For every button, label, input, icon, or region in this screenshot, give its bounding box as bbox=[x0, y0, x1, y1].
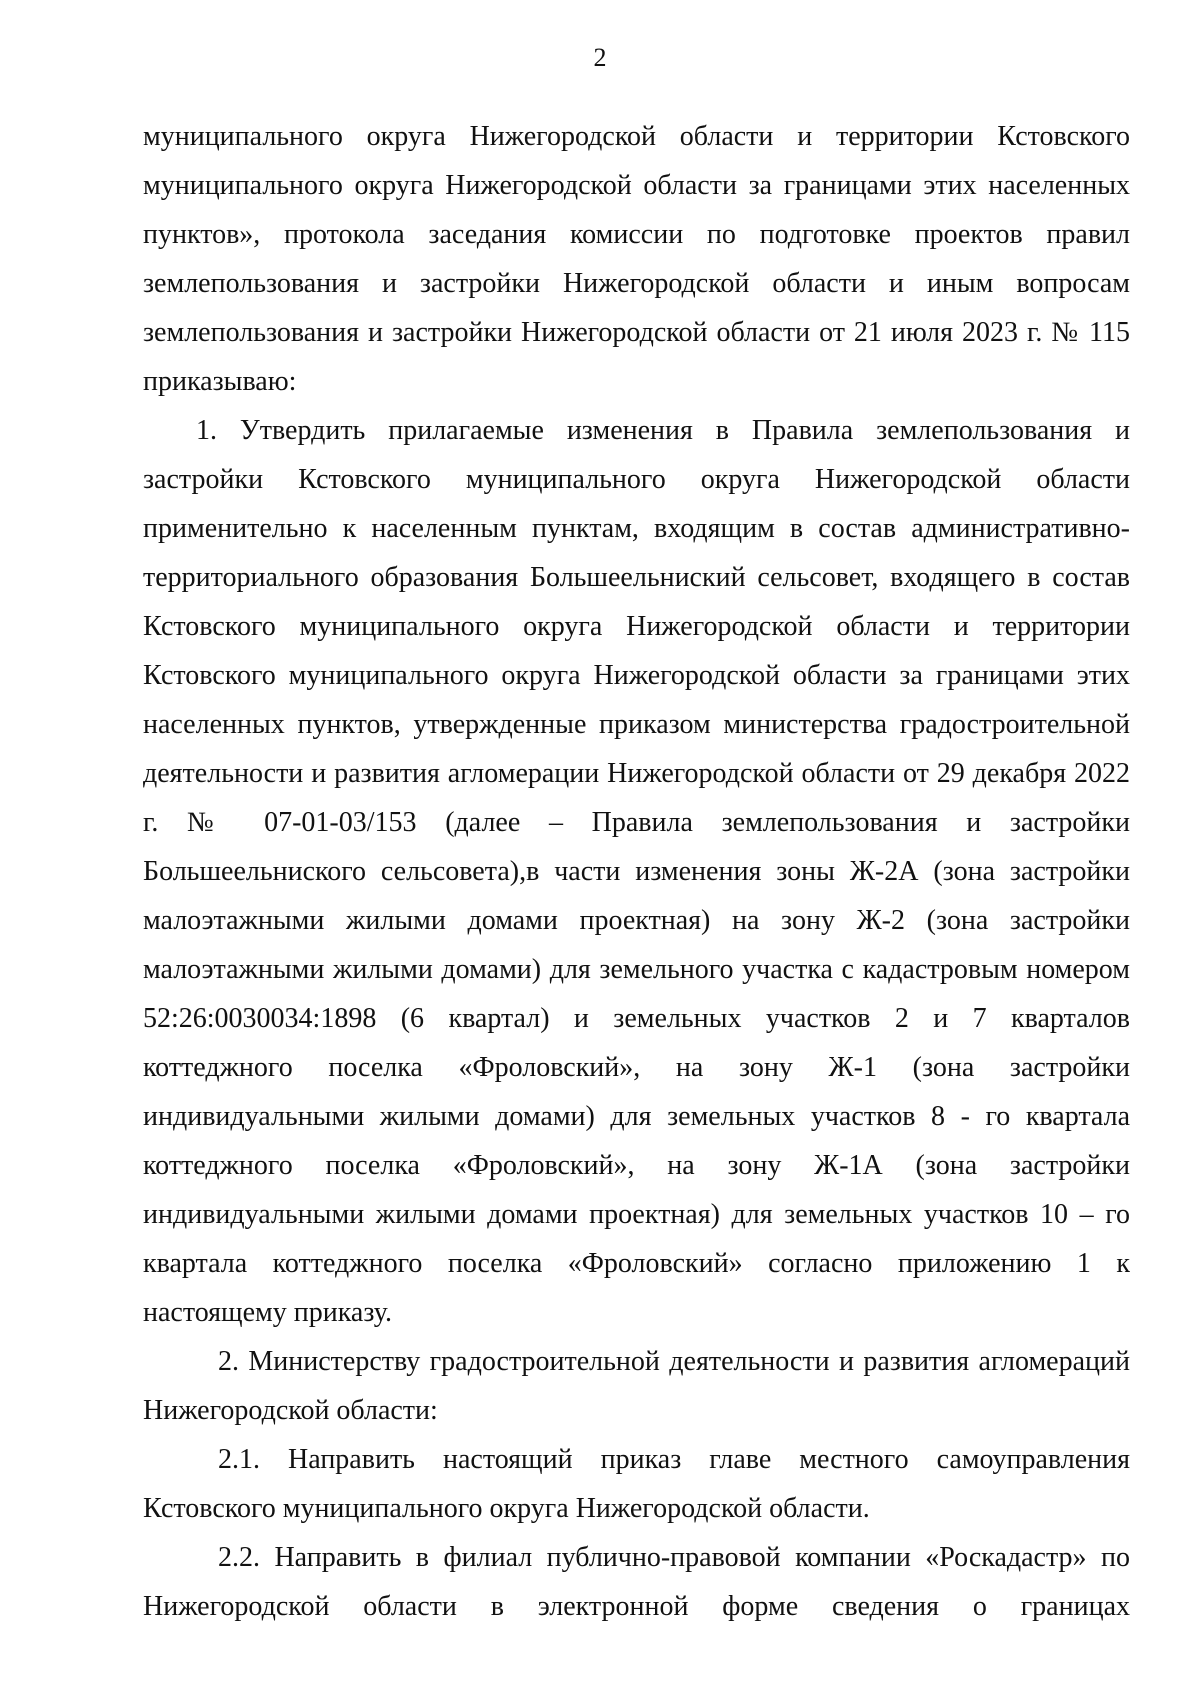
paragraph-intro: муниципального округа Нижегородской области и территории Кстовского муниципального округа Нижегородской области за границами этих населенных пунктов», протокола заседания комиссии по подготовке проектов правил землепользования и застройки Нижегородской области и иным вопросам землепользования и застройки Нижегородской области от 21 июля 2023 г. № 115 приказываю: bbox=[143, 121, 1130, 397]
paragraph-item-1: 1. Утвердить прилагаемые изменения в Правила землепользования и застройки Кстовского муниципального округа Нижегородской области применительно к населенным пунктам, входящим в состав административно-территориального образования Большеельниский сельсовет, входящего в состав Кстовского муниципального округа Нижегородской области и территории Кстовского муниципального округа Нижегородской области за границами этих населенных пунктов, утвержденные приказом министерства градостроительной деятельности и развития агломерации Нижегородской области от 29 декабря 2022 г. № 07-01-03/153 (далее – Правила землепользования и застройки Большеельниского сельсовета),в части изменения зоны Ж-2А (зона застройки малоэтажными жилыми домами проектная) на зону Ж-2 (зона застройки малоэтажными жилыми домами) для земельного участка с кадастровым номером 52:26:0030034:1898 (6 квартал) и земельных участков 2 и 7 кварталов коттеджного поселка «Фроловский», на зону Ж-1 (зона застройки индивидуальными жилыми домами) для земельных участков 8 - го квартала коттеджного поселка «Фроловский», на зону Ж-1А (зона застройки индивидуальными жилыми домами проектная) для земельных участков 10 – го квартала коттеджного поселка «Фроловский» согласно приложению 1 к настоящему приказу. bbox=[143, 415, 1130, 1328]
page-number: 2 bbox=[593, 43, 607, 72]
document-body bbox=[143, 112, 1130, 1631]
paragraph-item-2: 2. Министерству градостроительной деятельности и развития агломераций Нижегородской области: bbox=[143, 1346, 1130, 1426]
paragraph-item-2-2: 2.2. Направить в филиал публично-правовой компании «Роскадастр» по Нижегородской области в электронной форме сведения о границах bbox=[143, 1542, 1130, 1622]
paragraph-item-2-1: 2.1. Направить настоящий приказ главе местного самоуправления Кстовского муниципального округа Нижегородской области. bbox=[143, 1444, 1130, 1524]
